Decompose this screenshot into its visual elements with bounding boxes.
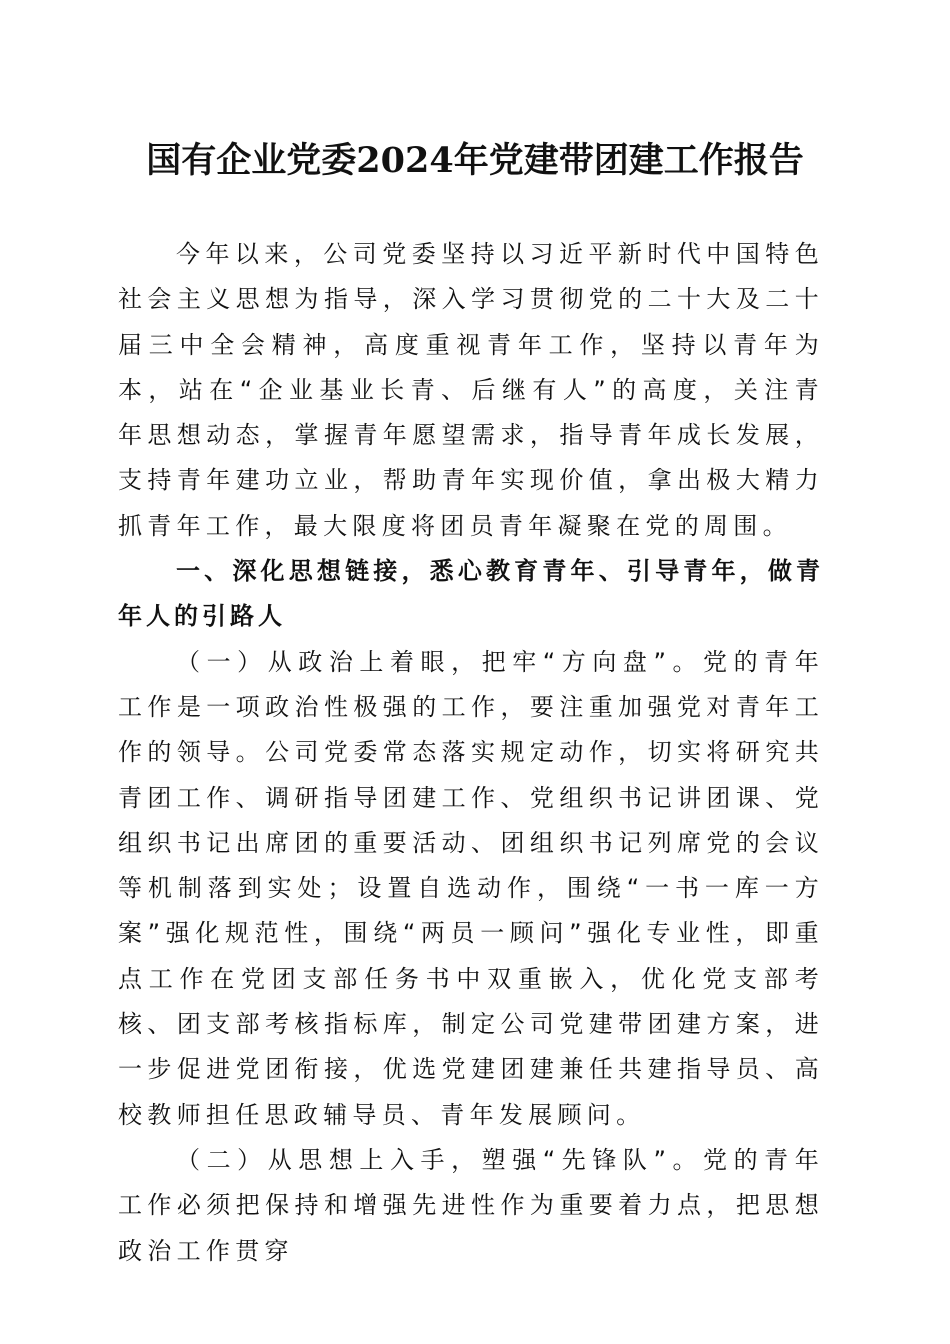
section-heading-1: 一、深化思想链接，悉心教育青年、引导青年，做青年人的引路人 <box>118 557 824 631</box>
document-body <box>118 232 824 1274</box>
subsection-paragraph-2: （二）从思想上入手，塑强“先锋队”。党的青年工作必须把保持和增强先进性作为重要着力点，把思想政治工作贯穿 <box>118 1145 824 1265</box>
document-title: 国有企业党委2024年党建带团建工作报告 <box>146 140 804 181</box>
intro-paragraph: 今年以来，公司党委坚持以习近平新时代中国特色社会主义思想为指导，深入学习贯彻党的二十大及二十届三中全会精神，高度重视青年工作，坚持以青年为本，站在“企业基业长青、后继有人”的高度，关注青年思想动态，掌握青年愿望需求，指导青年成长发展，支持青年建功立业，帮助青年实现价值，拿出极大精力抓青年工作，最大限度将团员青年凝聚在党的周围。 <box>118 240 824 540</box>
subsection-paragraph-1: （一）从政治上着眼，把牢“方向盘”。党的青年工作是一项政治性极强的工作，要注重加强党对青年工作的领导。公司党委常态落实规定动作，切实将研究共青团工作、调研指导团建工作、党组织书记讲团课、党组织书记出席团的重要活动、团组织书记列席党的会议等机制落到实处；设置自选动作，围绕“一书一库一方案”强化规范性，围绕“两员一顾问”强化专业性，即重点工作在党团支部任务书中双重嵌入，优化党支部考核、团支部考核指标库，制定公司党建带团建方案，进一步促进党团衔接，优选党建团建兼任共建指导员、高校教师担任思政辅导员、青年发展顾问。 <box>118 647 824 1129</box>
